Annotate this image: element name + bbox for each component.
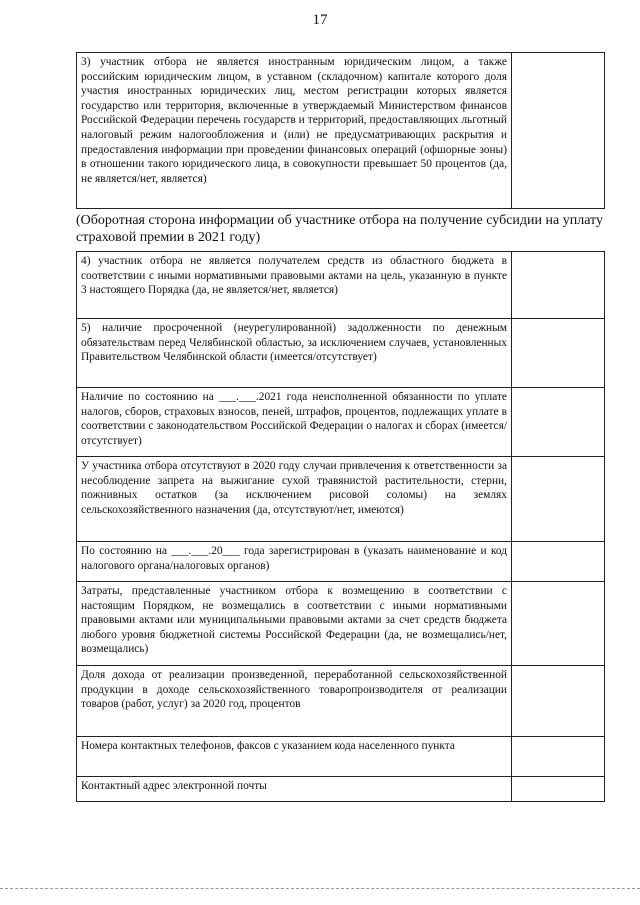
- answer-cell-5[interactable]: [512, 319, 605, 388]
- page-number: 17: [312, 12, 328, 28]
- table-row: [77, 53, 605, 209]
- answer-cell-expenses[interactable]: [512, 582, 605, 666]
- answer-cell-tax-debt[interactable]: [512, 388, 605, 457]
- table-row: [77, 666, 605, 737]
- question-cell-tax-registration: По состоянию на ___.___.20___ года зарегистрирован в (указать наименование и код налогового органа/налоговых органов): [77, 542, 512, 582]
- answer-cell-tax-registration[interactable]: [512, 542, 605, 582]
- answer-cell-email[interactable]: [512, 777, 605, 802]
- answer-cell-4[interactable]: [512, 252, 605, 319]
- question-cell-phones: Номера контактных телефонов, факсов с указанием кода населенного пункта: [77, 737, 512, 777]
- table-row: [77, 319, 605, 388]
- answer-cell-burning[interactable]: [512, 457, 605, 542]
- question-cell-4: 4) участник отбора не является получателем средств из областного бюджета в соответствии с иными нормативными правовыми актами на цель, указанную в пункте 3 настоящего Порядка (да, не является/нет, является): [77, 252, 512, 319]
- question-cell-expenses: Затраты, представленные участником отбора к возмещению в соответствии с настоящим Порядком, не возмещались в соответствии с иными нормативными правовыми актами или муниципальными правовыми актами за счет средств бюджета любого уровня бюджетной системы Российской Федерации (да, не возмещались/нет, возмещались): [77, 582, 512, 666]
- table-row: [77, 457, 605, 542]
- question-cell-5: 5) наличие просроченной (неурегулированной) задолженности по денежным обязательствам перед Челябинской областью, за исключением случаев, установленных Правительством Челябинской области (имеется/отсутствует): [77, 319, 512, 388]
- table-row: [77, 737, 605, 777]
- table-row: [77, 582, 605, 666]
- question-cell-3: 3) участник отбора не является иностранным юридическим лицом, а также российским юридическим лицом, в уставном (складочном) капитале которого доля участия иностранных юридических лиц, местом регистрации которых является государство или территория, включенные в утверждаемый Министерством финансов Российской Федерации перечень государств и территорий, предоставляющих льготный налоговый режим налогообложения и (или) не предусматривающих раскрытия и предоставления информации при проведении финансовых операций (офшорные зоны) в отношении такого юридического лица, в совокупности превышает 50 процентов (да, не является/нет, является): [77, 53, 512, 209]
- question-cell-burning: У участника отбора отсутствуют в 2020 году случаи привлечения к ответственности за несоблюдение запрета на выжигание сухой травянистой растительности, стерни, пожнивных остатков (за исключением рисовой соломы) на землях сельскохозяйственного назначения (да, отсутствуют/нет, имеются): [77, 457, 512, 542]
- table-row: [77, 388, 605, 457]
- question-cell-tax-debt: Наличие по состоянию на ___.___.2021 года неисполненной обязанности по уплате налогов, сборов, страховых взносов, пеней, штрафов, процентов, подлежащих уплате в соответствии с законодательством Российской Федерации о налогах и сборах (имеется/отсутствует): [77, 388, 512, 457]
- table-row: [77, 252, 605, 319]
- participant-info-table: [76, 251, 605, 802]
- answer-cell-phones[interactable]: [512, 737, 605, 777]
- section-heading: (Оборотная сторона информации об участнике отбора на получение субсидии на уплату страховой премии в 2021 году): [76, 213, 603, 245]
- question-cell-email: Контактный адрес электронной почты: [77, 777, 512, 802]
- table-row: [77, 777, 605, 802]
- answer-cell-income-share[interactable]: [512, 666, 605, 737]
- question-cell-income-share: Доля дохода от реализации произведенной, переработанной сельскохозяйственной продукции в доходе сельскохозяйственного товаропроизводителя от реализации товаров (работ, услуг) за 2020 год, процентов: [77, 666, 512, 737]
- participant-info-table-top: [76, 52, 605, 209]
- page-bottom-edge: [0, 888, 640, 889]
- answer-cell-3[interactable]: [512, 53, 605, 209]
- table-row: [77, 542, 605, 582]
